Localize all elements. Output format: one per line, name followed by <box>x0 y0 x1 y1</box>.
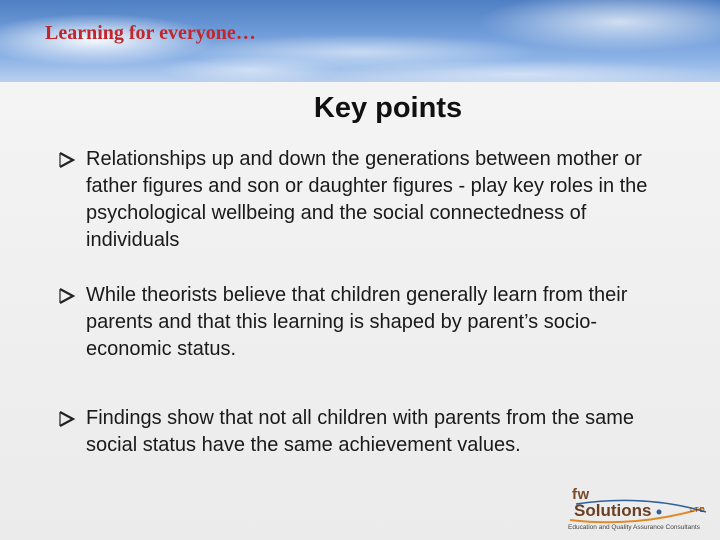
bullet-item <box>58 405 678 459</box>
bullet-text: While theorists believe that children generally learn from their parents and that this learning is shaped by parent’s socio-economic status. <box>86 284 628 360</box>
header-banner <box>0 0 720 82</box>
logo-fw-text: fw <box>572 486 590 503</box>
logo-tagline: Education and Quality Assurance Consultants <box>568 524 700 531</box>
arrow-bullet-icon <box>58 287 76 305</box>
logo-ltd-text: LTD <box>690 507 706 514</box>
arrow-bullet-icon <box>58 151 76 169</box>
slide-heading: Key points <box>313 92 463 124</box>
banner-title: Learning for everyone… <box>45 22 256 44</box>
bullet-item <box>58 282 678 363</box>
company-logo <box>566 486 712 538</box>
bullet-item <box>58 146 678 254</box>
bullet-text: Findings show that not all children with parents from the same social status have the same achievement values. <box>86 407 635 456</box>
bullet-text: Relationships up and down the generations between mother or father figures and son or daughter figures - play key roles in the psychological wellbeing and the social connectedness of individuals <box>86 148 648 251</box>
arrow-bullet-icon <box>58 410 76 428</box>
logo-solutions-text: Solutions <box>574 501 652 520</box>
